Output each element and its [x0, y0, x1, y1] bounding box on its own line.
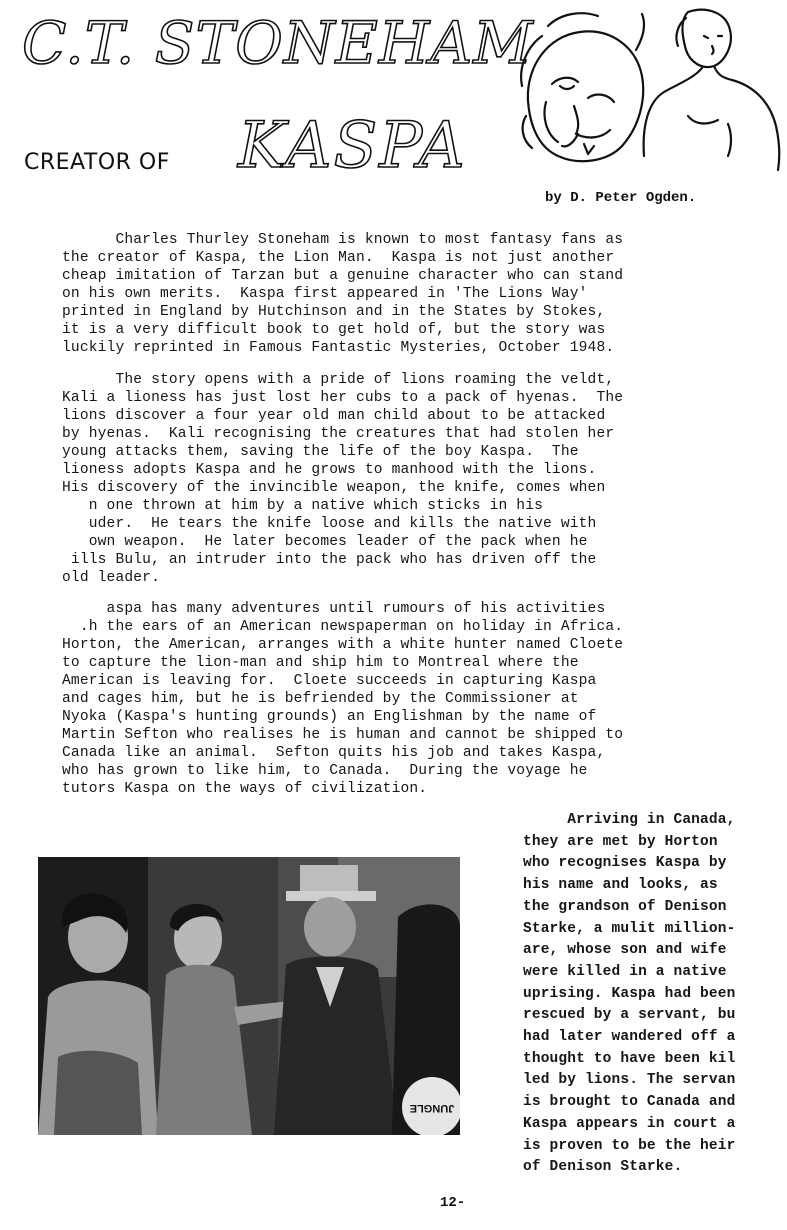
lion-and-man-illustration: [518, 6, 782, 172]
jungle-sign-text: JUNGLE: [409, 1102, 455, 1114]
page-number: 12-: [440, 1195, 466, 1211]
article-paragraph-2: The story opens with a pride of lions roaming the veldt, Kali a lioness has just lost her cubs to a pack of hyenas. The lions discover a four year old man child about to be attacked by hyenas. Kali recognising the creatures that had stolen her young attacks them, saving the life of the boy Kaspa. The lioness adopts Kaspa and he grows to manhood with the lions. His discovery of the invincible weapon, the knife, comes when n one thrown at him by a native which sticks in his uder. He tears the knife loose and kills the native with own weapon. He later becomes leader of the pack when he ills Bulu, an intruder into the pack who has driven off the old leader.: [62, 372, 624, 586]
creator-label: CREATOR OF: [24, 150, 170, 175]
article-paragraph-3: aspa has many adventures until rumours of his activities .h the ears of an American newspaperman on holiday in Africa. Horton, the American, arranges with a white hunter named Cloete to capture the lion-man and ship him to Montreal where the American is leaving for. Cloete succeeds in capturing Kaspa and cages him, but he is befriended by the Commissioner at Nyoka (Kaspa's hunting grounds) an Englishman by the name of Martin Sefton who realises he is human and cannot be shipped to Canada like an animal. Sefton quits his job and takes Kaspa, who has grown to like him, to Canada. During the voyage he tutors Kaspa on the ways of civilization.: [62, 601, 624, 797]
article-paragraph-4: Arriving in Canada, they are met by Horton who recognises Kaspa by his name and looks, as the grandson of Denison Starke, a mulit million- are, whose son and wife were killed in a native uprising. Kaspa had been rescued by a servant, bu had later wandered off a thought to have been kil led by lions. The servan is brought to Canada and Kaspa appears in court a is proven to be the heir of Denison Starke.: [523, 812, 736, 1176]
article-paragraph-1: Charles Thurley Stoneham is known to most fantasy fans as the creator of Kaspa, the Lion Man. Kaspa is not just another cheap imitation of Tarzan but a genuine character who can stand on his own merits. Kaspa first appeared in 'The Lions Way' printed in England by Hutchinson and in the States by Stokes, it is a very difficult book to get hold of, but the story was luckily reprinted in Famous Fantastic Mysteries, October 1948.: [62, 232, 624, 356]
byline: by D. Peter Ogden.: [545, 190, 697, 206]
subject-title: KASPA: [238, 109, 467, 183]
film-still-photo: [38, 857, 460, 1135]
author-title: C.T. STONEHAM: [22, 9, 534, 77]
